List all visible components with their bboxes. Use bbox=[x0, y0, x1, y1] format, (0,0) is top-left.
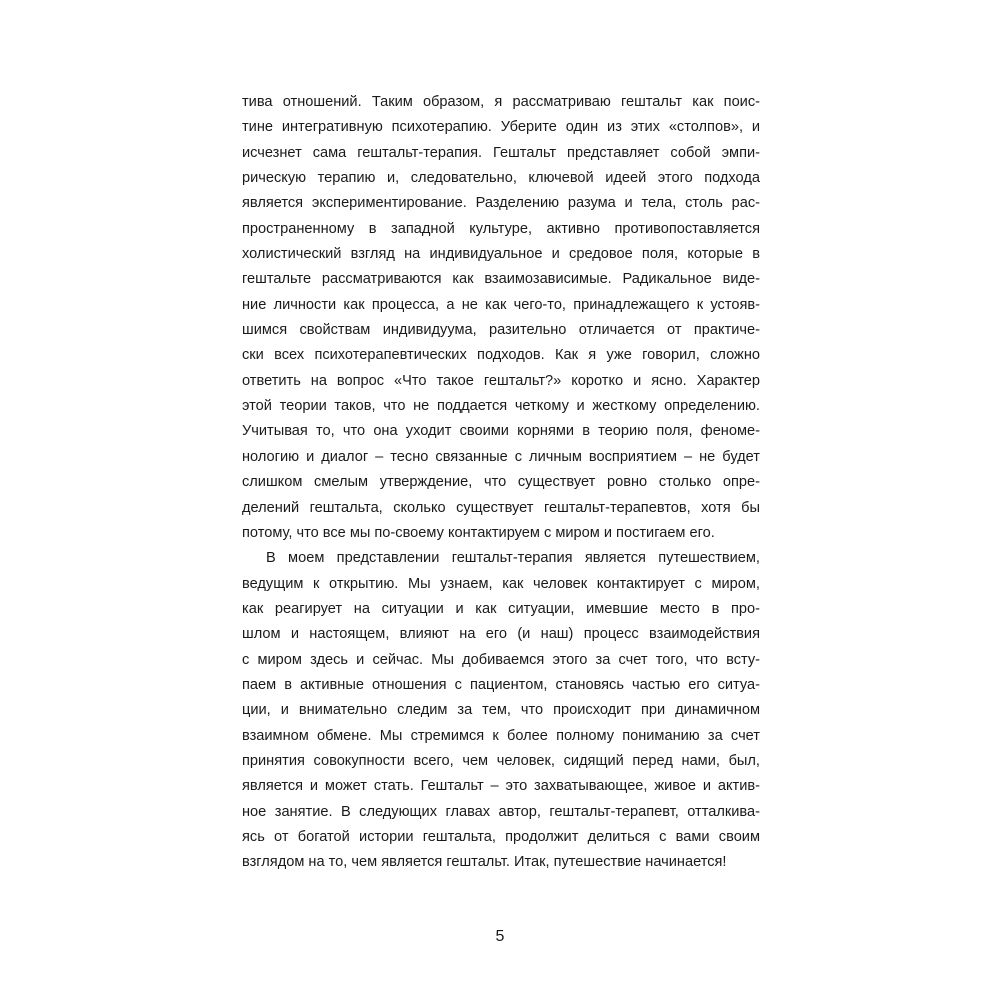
text-line: ответить на вопрос «Что такое гештальт?» коротко и ясно. Характер bbox=[242, 372, 760, 389]
text-line: слишком смелым утверждение, что существует ровно столько опре- bbox=[242, 474, 760, 491]
text-line: исчезнет сама гештальт-терапия. Гештальт представляет собой эмпи- bbox=[242, 144, 760, 161]
text-line: ции, и внимательно следим за тем, что происходит при динамичном bbox=[242, 702, 760, 719]
text-line: В моем представлении гештальт-терапия является путешествием, bbox=[266, 550, 760, 567]
body-text bbox=[242, 90, 760, 876]
text-line: тива отношений. Таким образом, я рассматриваю гештальт как поис- bbox=[242, 94, 760, 110]
text-line: шлом и настоящем, влияют на его (и наш) процесс взаимодействия bbox=[242, 626, 760, 643]
text-line: нологию и диалог – тесно связанные с личным восприятием – не будет bbox=[242, 448, 760, 465]
paragraph-1 bbox=[242, 90, 760, 546]
text-line: пространенному в западной культуре, активно противопоставляется bbox=[242, 220, 760, 237]
text-line: шимся свойствам индивидуума, разительно отличается от практиче- bbox=[242, 322, 760, 339]
text-line: является экспериментирование. Разделению разума и тела, столь рас- bbox=[242, 195, 760, 212]
text-line: гештальте рассматриваются как взаимозависимые. Радикальное виде- bbox=[242, 271, 760, 288]
text-line: Учитывая то, что она уходит своими корнями в теорию поля, феноме- bbox=[242, 423, 760, 440]
text-line: этой теории таков, что не поддается четкому и жесткому определению. bbox=[242, 398, 760, 415]
text-line: с миром здесь и сейчас. Мы добиваемся этого за счет того, что всту- bbox=[242, 651, 760, 668]
text-line: рическую терапию и, следовательно, ключевой идеей этого подхода bbox=[242, 170, 760, 187]
text-line: является и может стать. Гештальт – это захватывающее, живое и актив- bbox=[242, 778, 760, 795]
text-line: ное занятие. В следующих главах автор, гештальт-терапевт, отталкива- bbox=[242, 803, 760, 820]
paragraph-2 bbox=[242, 546, 760, 875]
text-line: тине интегративную психотерапию. Уберите один из этих «столпов», и bbox=[242, 119, 760, 136]
text-line: ние личности как процесса, а не как чего-то, принадлежащего к устояв- bbox=[242, 296, 760, 313]
text-line: ясь от богатой истории гештальта, продолжит делиться с вами своим bbox=[242, 828, 760, 845]
text-line: принятия совокупности всего, чем человек, сидящий перед нами, был, bbox=[242, 752, 760, 769]
text-line: холистический взгляд на индивидуальное и средовое поля, которые в bbox=[242, 246, 760, 263]
text-line: ски всех психотерапевтических подходов. Как я уже говорил, сложно bbox=[242, 347, 760, 364]
text-line: потому, что все мы по-своему контактируем с миром и постигаем его. bbox=[242, 524, 715, 541]
text-line: взаимном обмене. Мы стремимся к более полному пониманию за счет bbox=[242, 727, 760, 744]
text-line: взглядом на то, чем является гештальт. Итак, путешествие начинается! bbox=[242, 854, 727, 871]
text-line: делений гештальта, сколько существует гештальт-терапевтов, хотя бы bbox=[242, 499, 760, 516]
text-line: ведущим к открытию. Мы узнаем, как человек контактирует с миром, bbox=[242, 575, 760, 592]
page-number: 5 bbox=[495, 928, 505, 945]
text-line: паем в активные отношения с пациентом, становясь частью его ситуа- bbox=[242, 676, 760, 693]
text-line: как реагирует на ситуации и как ситуации, имевшие место в про- bbox=[242, 600, 760, 617]
